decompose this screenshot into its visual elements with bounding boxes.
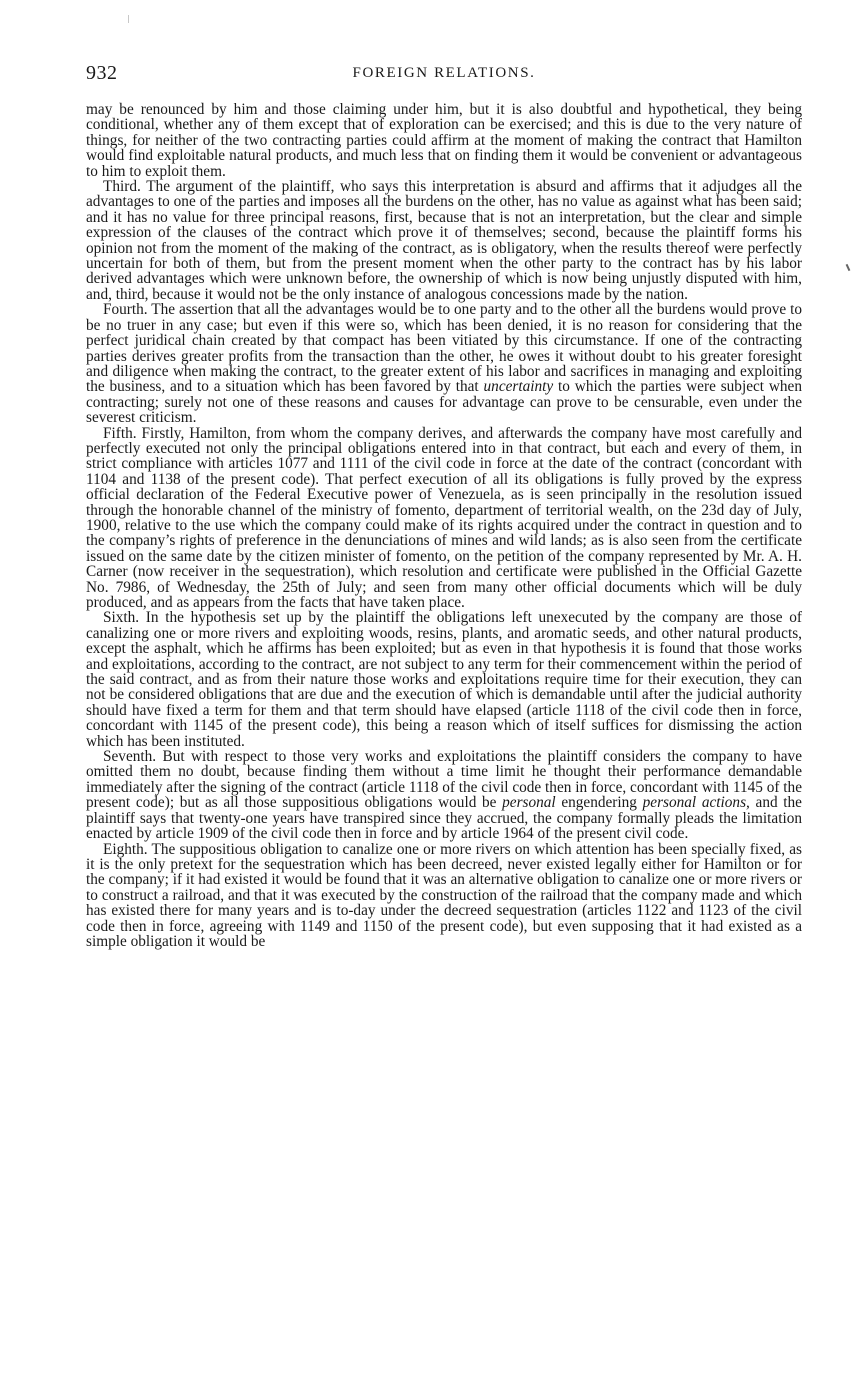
running-head: FOREIGN RELATIONS. bbox=[352, 65, 536, 81]
paragraph-continuation: may be renounced by him and those claiming under him, but it is also doubtful and hypothetical, they being conditional, whether any of them except that of exploration can be exercised; and this is due to the very nature of things, for neither of the two contracting parties could affirm at the moment of making the contract that Hamilton would find exploitable natural products, and much less that on finding them it would be convenient or advantageous to him to exploit them. bbox=[86, 101, 802, 180]
margin-mark bbox=[846, 264, 851, 271]
paragraph-seventh-text-b: engendering bbox=[555, 794, 643, 812]
paragraph-seventh-text-c: and the plaintiff says that twenty-one years have transpired since they accrued, the company formally pleads the limitation enacted by article 1909 of the civil code then in force and by article 1964 of the present civil code. bbox=[86, 794, 802, 843]
emphasis-personal-actions: personal actions, bbox=[642, 794, 750, 812]
paragraph-fourth-text-b: to which the parties were subject when contracting; surely not one of these reasons and causes for advantage can prove to be censurable, even under the severest criticism. bbox=[86, 378, 802, 427]
paragraph-seventh-text-a: Seventh. But with respect to those very works and exploitations the plaintiff considers the company to have omitted them no doubt, because finding them without a time limit he thought their performance demandable immediately after the signing of the contract (article 1118 of the civil code then in force, concordant with 1145 of the present code); but as all those suppositious obligations would be bbox=[86, 748, 802, 812]
paragraph-eighth: Eighth. The suppositious obligation to canalize one or more rivers on which attention has been specially fixed, as it is the only pretext for the sequestration which has been decreed, never existed legally either for Hamilton or for the company; if it had existed it would be found that it was an alternative obligation to canalize one or more rivers or to construct a railroad, and that it was executed by the construction of the railroad that the company made and which has existed there for many years and is to-day under the decreed sequestration (articles 1122 and 1123 of the civil code then in force, agreeing with 1149 and 1150 of the present code), but even supposing that it had existed as a simple obligation it would be bbox=[86, 840, 802, 950]
paragraph-fourth-text-a: Fourth. The assertion that all the advantages would be to one party and to the other all the burdens would prove to be no truer in any case; but even if this were so, which has been denied, it is no reason for considering that the perfect juridical chain created by that compact has been vitiated by this circumstance. If one of the contracting parties derives greater profits from the transaction than the other, he owes it without doubt to his greater foresight and diligence when making the contract, to the greater extent of his labor and sacrifices in managing and exploiting the business, and to a situation which has been favored by that bbox=[86, 301, 802, 396]
body-text bbox=[86, 102, 802, 949]
emphasis-uncertainty: uncertainty bbox=[483, 378, 554, 396]
paragraph-third: Third. The argument of the plaintiff, who says this interpretation is absurd and affirms that it adjudges all the advantages to one of the parties and imposes all the burdens on the other, has no value as against what has been said; and it has no value for three principal reasons, first, because that is not an interpretation, but the clear and simple expression of the clauses of the contract which prove it of themselves; second, because the plaintiff forms his opinion not from the moment of the making of the contract, as is obligatory, when the results thereof were perfectly uncertain for both of them, but from the present moment when the other party to the contract has by his labor derived advantages which were unknown before, the ownership of which is now being unjustly disputed with him, and, third, because it would not be the only instance of analogous concessions made by the nation. bbox=[86, 178, 802, 303]
page-header bbox=[86, 62, 802, 90]
paragraph-seventh bbox=[86, 749, 802, 841]
paragraph-fourth bbox=[86, 302, 802, 425]
document-page bbox=[86, 62, 802, 949]
paragraph-sixth: Sixth. In the hypothesis set up by the plaintiff the obligations left unexecuted by the company are those of canalizing one or more rivers and exploiting woods, resins, plants, and aromatic seeds, and other natural products, except the asphalt, which he affirms has been exploited; but as even in that hypothesis it is found that those works and exploitations, according to the contract, are not subject to any term for their commencement within the period of the said contract, and as from their nature those works and exploitations require time for their execution, they can not be considered obligations that are due and the execution of which is demandable until after the judicial authority should have fixed a term for them and that term should have elapsed (article 1118 of the civil code then in force, concordant with 1145 of the present code), this being a reason which of itself suffices for dismissing the action which has been instituted. bbox=[86, 609, 802, 750]
emphasis-personal: personal bbox=[502, 794, 556, 812]
scan-artifact bbox=[128, 15, 129, 23]
paragraph-fifth: Fifth. Firstly, Hamilton, from whom the company derives, and afterwards the company have most carefully and perfectly executed not only the principal obligations entered into in that contract, but each and every of them, in strict compliance with articles 1077 and 1111 of the civil code in force at the date of the contract (concordant with 1104 and 1138 of the present code). That perfect execution of all its obligations is fully proved by the express official declaration of the Federal Executive power of Venezuela, as is seen principally in the resolution issued through the honorable channel of the ministry of fomento, department of territorial wealth, on the 23d day of July, 1900, relative to the use which the company could make of its rights acquired under the contract in question and to the company’s rights of preference in the denunciations of mines and wild lands; as is also seen from the certificate issued on the same date by the citizen minister of fomento, on the petition of the company represented by Mr. A. H. Carner (now receiver in the sequestration), which resolution and certificate were published in the Official Gazette No. 7986, of Wednesday, the 25th of July; and seen from many other official documents which will be duly produced, and as appears from the facts that have taken place. bbox=[86, 424, 802, 611]
page-number: 932 bbox=[86, 62, 118, 84]
